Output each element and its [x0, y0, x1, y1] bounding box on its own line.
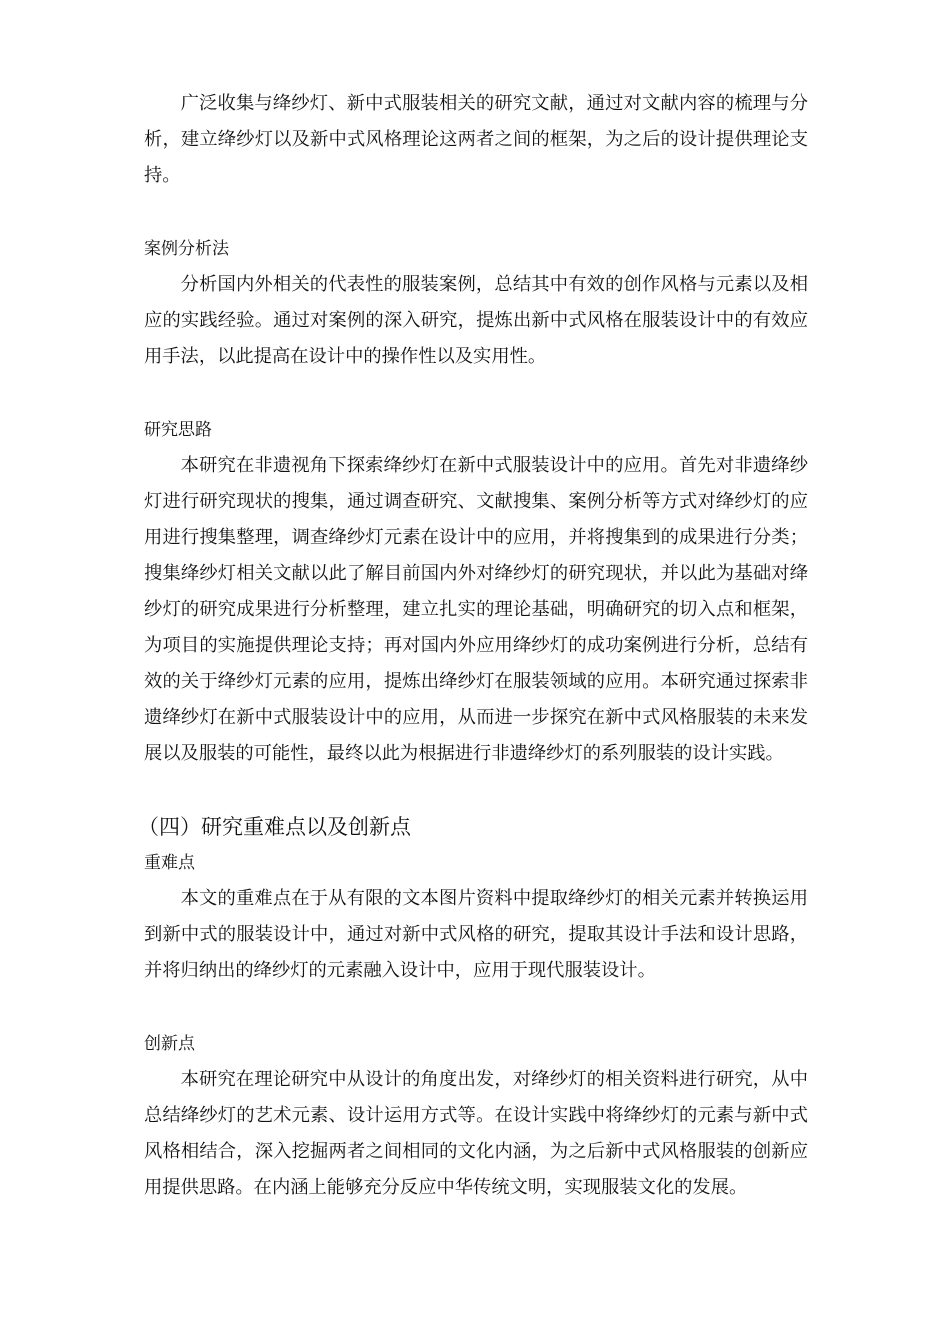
paragraph-literature-method: 广泛收集与绛纱灯、新中式服装相关的研究文献，通过对文献内容的梳理与分析，建立绛纱灯以及新中式风格理论这两者之间的框架，为之后的设计提供理论支持。: [144, 93, 808, 186]
paragraph-case-analysis: 分析国内外相关的代表性的服装案例，总结其中有效的创作风格与元素以及相应的实践经验。通过对案例的深入研究，提炼出新中式风格在服装设计中的有效应用手法，以此提高在设计中的操作性以及实用性。: [144, 274, 808, 367]
section-heading-key-points: （四）研究重难点以及创新点: [138, 815, 411, 839]
paragraph-research-approach: 本研究在非遗视角下探索绛纱灯在新中式服装设计中的应用。首先对非遗绛纱灯进行研究现状的搜集，通过调查研究、文献搜集、案例分析等方式对绛纱灯的应用进行搜集整理，调查绛纱灯元素在设计中的应用，并将搜集到的成果进行分类；搜集绛纱灯相关文献以此了解目前国内外对绛纱灯的研究现状，并以此为基础对绛纱灯的研究成果进行分析整理，建立扎实的理论基础，明确研究的切入点和框架，为项目的实施提供理论支持；再对国内外应用绛纱灯的成功案例进行分析，总结有效的关于绛纱灯元素的应用，提炼出绛纱灯在服装领域的应用。本研究通过探索非遗绛纱灯在新中式服装设计中的应用，从而进一步探究在新中式风格服装的未来发展以及服装的可能性，最终以此为根据进行非遗绛纱灯的系列服装的设计实践。: [144, 455, 808, 764]
subheading-case-analysis: 案例分析法: [144, 239, 229, 259]
spacer: [144, 772, 808, 809]
spacer: [144, 375, 808, 412]
spacer: [144, 989, 808, 1026]
paragraph-difficulties: 本文的重难点在于从有限的文本图片资料中提取绛纱灯的相关元素并转换运用到新中式的服装设计中，通过对新中式风格的研究，提取其设计手法和设计思路，并将归纳出的绛纱灯的元素融入设计中，应用于现代服装设计。: [144, 888, 808, 981]
subheading-innovations: 创新点: [144, 1034, 195, 1054]
document-page: [138, 86, 808, 1206]
spacer: [144, 194, 808, 231]
subheading-difficulties: 重难点: [144, 853, 195, 873]
paragraph-innovations: 本研究在理论研究中从设计的角度出发，对绛纱灯的相关资料进行研究，从中总结绛纱灯的艺术元素、设计运用方式等。在设计实践中将绛纱灯的元素与新中式风格相结合，深入挖掘两者之间相同的文化内涵，为之后新中式风格服装的创新应用提供思路。在内涵上能够充分反应中华传统文明，实现服装文化的发展。: [144, 1069, 808, 1198]
subheading-research-approach: 研究思路: [144, 420, 212, 440]
